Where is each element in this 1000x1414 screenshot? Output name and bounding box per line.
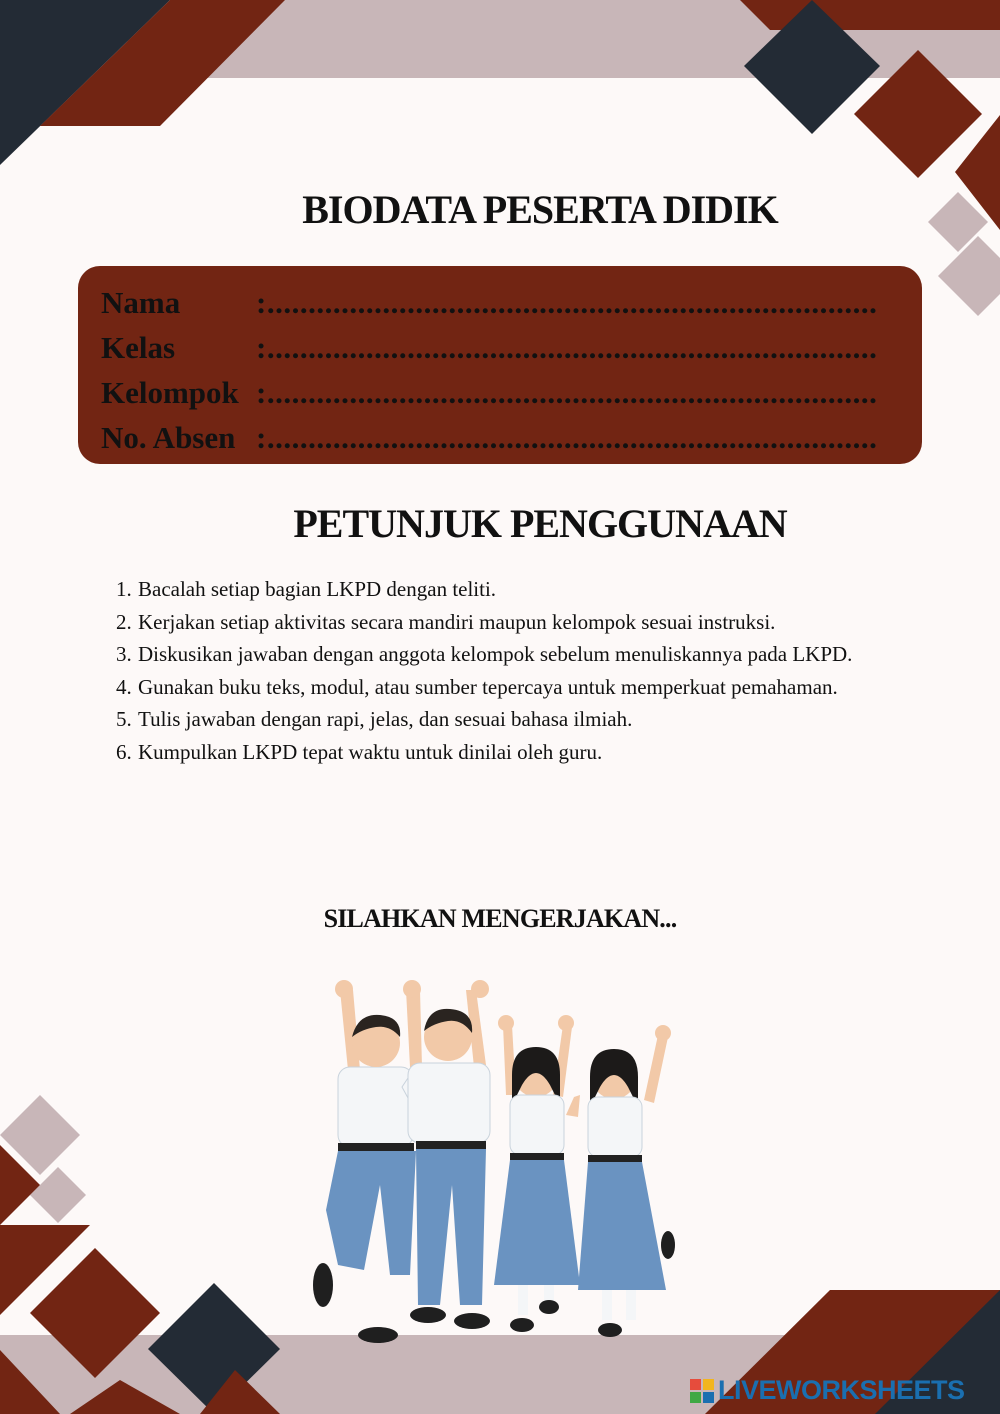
- biodata-row-nama: [101, 280, 922, 325]
- liveworksheets-logo-icon: [690, 1379, 714, 1403]
- instruction-number: 2.: [116, 609, 132, 634]
- instruction-text: Diskusikan jawaban dengan anggota kelompok sebelum menuliskannya pada LKPD.: [138, 642, 853, 666]
- instruction-text: Bacalah setiap bagian LKPD dengan teliti.: [138, 577, 497, 601]
- instruction-item: [116, 671, 885, 704]
- instruction-number: 4.: [116, 674, 132, 699]
- student-boy-2: [403, 980, 490, 1329]
- instruction-item: [116, 638, 885, 671]
- biodata-row-kelas: [101, 325, 922, 370]
- biodata-fill-line[interactable]: :..........................................................................: [256, 329, 878, 365]
- biodata-row-no-absen: [101, 415, 922, 460]
- student-girl-2: [566, 1025, 675, 1337]
- instruction-number: 3.: [116, 642, 132, 666]
- liveworksheets-watermark: [690, 1375, 965, 1406]
- instruction-number: 5.: [116, 707, 132, 731]
- biodata-title: BIODATA PESERTA DIDIK: [302, 187, 778, 232]
- student-girl-1: [494, 1015, 580, 1332]
- biodata-fill-line[interactable]: :..........................................................................: [256, 284, 878, 320]
- instruction-text: Tulis jawaban dengan rapi, jelas, dan sesuai bahasa ilmiah.: [138, 707, 633, 731]
- petunjuk-title: PETUNJUK PENGGUNAAN: [293, 501, 787, 546]
- instruction-item: [116, 573, 885, 606]
- biodata-label: Kelompok: [101, 374, 239, 410]
- instruction-number: 1.: [116, 577, 132, 601]
- instruction-text: Kumpulkan LKPD tepat waktu untuk dinilai oleh guru.: [138, 739, 603, 764]
- biodata-fill-line[interactable]: :..........................................................................: [256, 374, 878, 410]
- instruction-item: [116, 606, 885, 639]
- biodata-label: Nama: [101, 284, 181, 320]
- biodata-label: Kelas: [101, 329, 176, 365]
- biodata-fill-line[interactable]: :..........................................................................: [256, 419, 878, 455]
- closing-text: SILAHKAN MENGERJAKAN...: [323, 904, 677, 933]
- students-cheering-illustration: [298, 975, 698, 1345]
- instruction-list: [116, 573, 885, 768]
- instruction-item: [116, 736, 885, 769]
- instruction-text: Kerjakan setiap aktivitas secara mandiri maupun kelompok sesuai instruksi.: [138, 609, 776, 634]
- watermark-text: LIVEWORKSHEETS: [718, 1375, 965, 1405]
- instruction-item: [116, 703, 885, 736]
- instruction-number: 6.: [116, 739, 132, 764]
- biodata-label: No. Absen: [101, 419, 236, 455]
- biodata-box: [78, 266, 922, 464]
- instruction-text: Gunakan buku teks, modul, atau sumber tepercaya untuk memperkuat pemahaman.: [138, 674, 838, 699]
- biodata-row-kelompok: [101, 370, 922, 415]
